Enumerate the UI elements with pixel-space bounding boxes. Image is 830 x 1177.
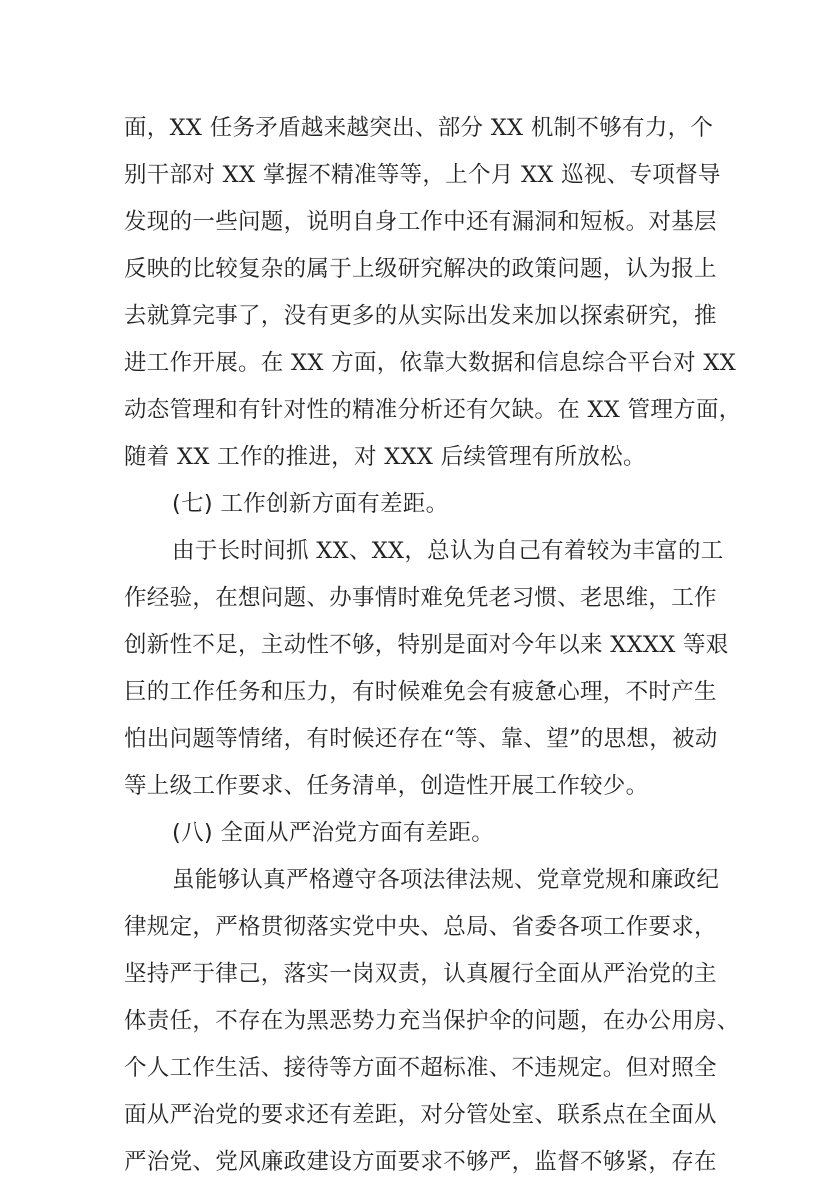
text-line: 别干部对 XX 掌握不精准等等，上个月 XX 巡视、专项督导: [124, 162, 721, 188]
text-line: 创新性不足，主动性不够，特别是面对今年以来 XXXX 等艰: [124, 632, 729, 658]
text-line: 严治党、党风廉政建设方面要求不够严，监督不够紧，存在: [124, 1149, 717, 1175]
text-line: 面从严治党的要求还有差距，对分管处室、联系点在全面从: [124, 1102, 717, 1128]
text-line: 由于长时间抓 XX、XX，总认为自己有着较为丰富的工: [172, 538, 724, 564]
text-line: 随着 XX 工作的推进，对 XXX 后续管理有所放松。: [124, 444, 646, 470]
text-line: 怕出问题等情绪，有时候还存在“等、靠、望”的思想，被动: [124, 726, 718, 752]
section-heading-8: (八) 全面从严治党方面有差距。: [172, 820, 495, 846]
text-line: 个人工作生活、接待等方面不超标准、不违规定。但对照全: [124, 1055, 717, 1081]
text-line: 巨的工作任务和压力，有时候难免会有疲惫心理，不时产生: [124, 679, 717, 705]
text-line: 坚持严于律己，落实一岗双责，认真履行全面从严治党的主: [124, 961, 717, 987]
section-heading-7: (七) 工作创新方面有差距。: [172, 491, 449, 517]
text-line: 面，XX 任务矛盾越来越突出、部分 XX 机制不够有力，个: [124, 115, 714, 141]
text-line: 等上级工作要求、任务清单，创造性开展工作较少。: [124, 773, 649, 799]
text-line: 体责任，不存在为黑恶势力充当保护伞的问题，在办公用房、: [124, 1008, 740, 1034]
text-line: 律规定，严格贯彻落实党中央、总局、省委各项工作要求，: [124, 914, 717, 940]
text-line: 作经验，在想问题、办事情时难免凭老习惯、老思维，工作: [124, 585, 717, 611]
text-line: 发现的一些问题，说明自身工作中还有漏洞和短板。对基层: [124, 209, 717, 235]
text-line: 虽能够认真严格遵守各项法律法规、党章党规和廉政纪: [172, 867, 720, 893]
text-line: 反映的比较复杂的属于上级研究解决的政策问题，认为报上: [124, 256, 717, 282]
text-line: 进工作开展。在 XX 方面，依靠大数据和信息综合平台对 XX: [124, 350, 737, 376]
text-line: 去就算完事了，没有更多的从实际出发来加以探索研究，推: [124, 303, 717, 329]
text-line: 动态管理和有针对性的精准分析还有欠缺。在 XX 管理方面，: [124, 397, 742, 423]
